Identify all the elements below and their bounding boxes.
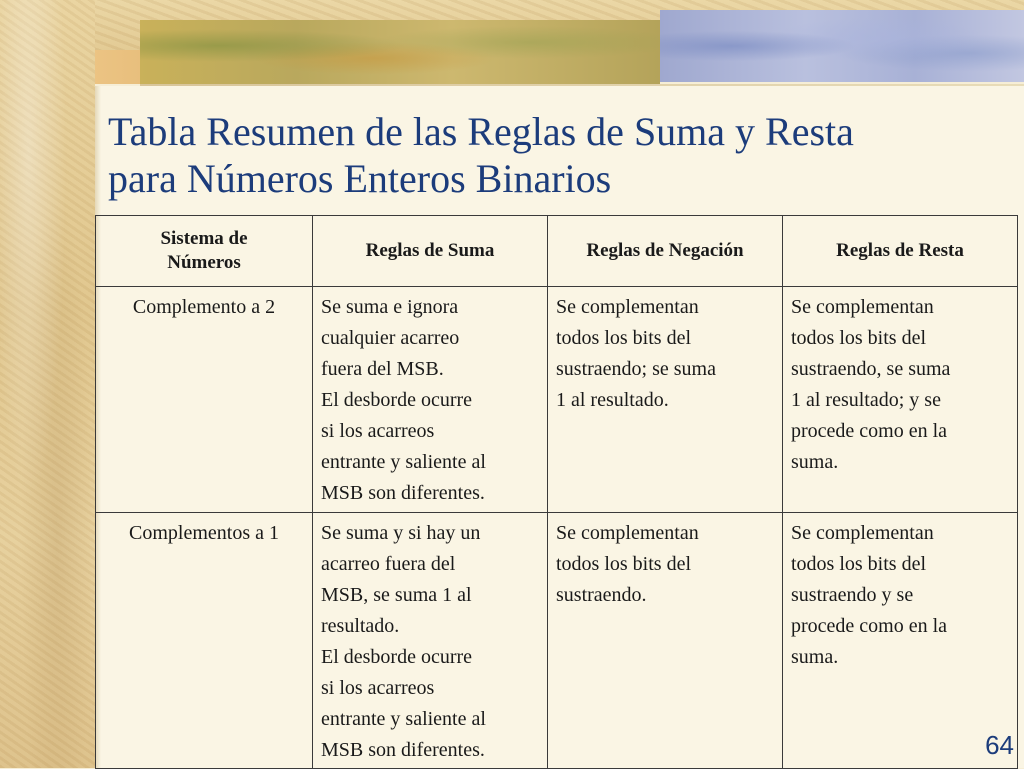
page-number: 64 (985, 730, 1014, 760)
cell-text: entrante y saliente al (321, 451, 486, 473)
cell-text: sustraendo. (556, 584, 647, 606)
cell-text: Se complementan (556, 522, 699, 544)
cell-text: Complementos a 1 (129, 522, 279, 544)
cell-text: si los acarreos (321, 677, 435, 699)
cell-number-system (96, 287, 313, 513)
cell-text: procede como en la (791, 420, 948, 442)
cell-negation-rules (548, 513, 783, 769)
header-text: Reglas de Negación (586, 240, 744, 261)
cell-text: El desborde ocurre (321, 389, 473, 411)
cell-text: 1 al resultado. (556, 389, 669, 411)
cell-subtraction-rules (783, 287, 1018, 513)
cell-text: acarreo fuera del (321, 553, 456, 575)
cell-text: todos los bits del (791, 553, 927, 575)
cell-text: Se suma y si hay un (321, 522, 481, 544)
cell-text: todos los bits del (556, 553, 692, 575)
cell-text: Complemento a 2 (132, 296, 276, 318)
header-subtraction-rules (783, 216, 1018, 287)
decorative-banner-flowers (660, 10, 1024, 82)
cell-text: Se complementan (791, 522, 934, 544)
cell-text: Se complementan (556, 296, 699, 318)
cell-text: El desborde ocurre (321, 646, 473, 668)
cell-text: Se complementan (791, 296, 934, 318)
header-text: Reglas de Resta (836, 240, 964, 261)
cell-text: entrante y saliente al (321, 708, 486, 730)
cell-text: todos los bits del (556, 327, 692, 349)
cell-text: MSB son diferentes. (321, 482, 485, 504)
cell-sum-rules (313, 513, 548, 769)
decorative-banner-leaves (140, 20, 660, 84)
cell-text: suma. (791, 451, 839, 473)
header-text: Sistema de (160, 228, 248, 249)
cell-text: sustraendo, se suma (791, 358, 951, 380)
cell-text: fuera del MSB. (321, 358, 444, 380)
cell-text: 1 al resultado; y se (791, 389, 941, 411)
cell-text: procede como en la (791, 615, 948, 637)
header-number-system (96, 216, 313, 287)
cell-text: MSB son diferentes. (321, 739, 485, 761)
rules-summary-table (95, 215, 1018, 769)
cell-text: cualquier acarreo (321, 327, 460, 349)
cell-text: resultado. (321, 615, 400, 637)
cell-number-system (96, 513, 313, 769)
table-row (96, 513, 1018, 769)
cell-text: si los acarreos (321, 420, 435, 442)
cell-text: todos los bits del (791, 327, 927, 349)
header-negation-rules (548, 216, 783, 287)
slide-title-line: para Números Enteros Binarios (108, 156, 612, 201)
header-text: Reglas de Suma (365, 240, 495, 261)
cell-text: suma. (791, 646, 839, 668)
cell-negation-rules (548, 287, 783, 513)
cell-text: sustraendo y se (791, 584, 914, 606)
cell-text: Se suma e ignora (321, 296, 459, 318)
cell-subtraction-rules (783, 513, 1018, 769)
cell-text: sustraendo; se suma (556, 358, 716, 380)
table-row (96, 287, 1018, 513)
slide-title (108, 108, 1008, 202)
header-sum-rules (313, 216, 548, 287)
decorative-left-band (0, 0, 95, 768)
table-header-row (96, 216, 1018, 287)
slide-title-line: Tabla Resumen de las Reglas de Suma y Resta (108, 109, 854, 154)
cell-sum-rules (313, 287, 548, 513)
cell-text: MSB, se suma 1 al (321, 584, 472, 606)
header-text: Números (167, 252, 241, 273)
